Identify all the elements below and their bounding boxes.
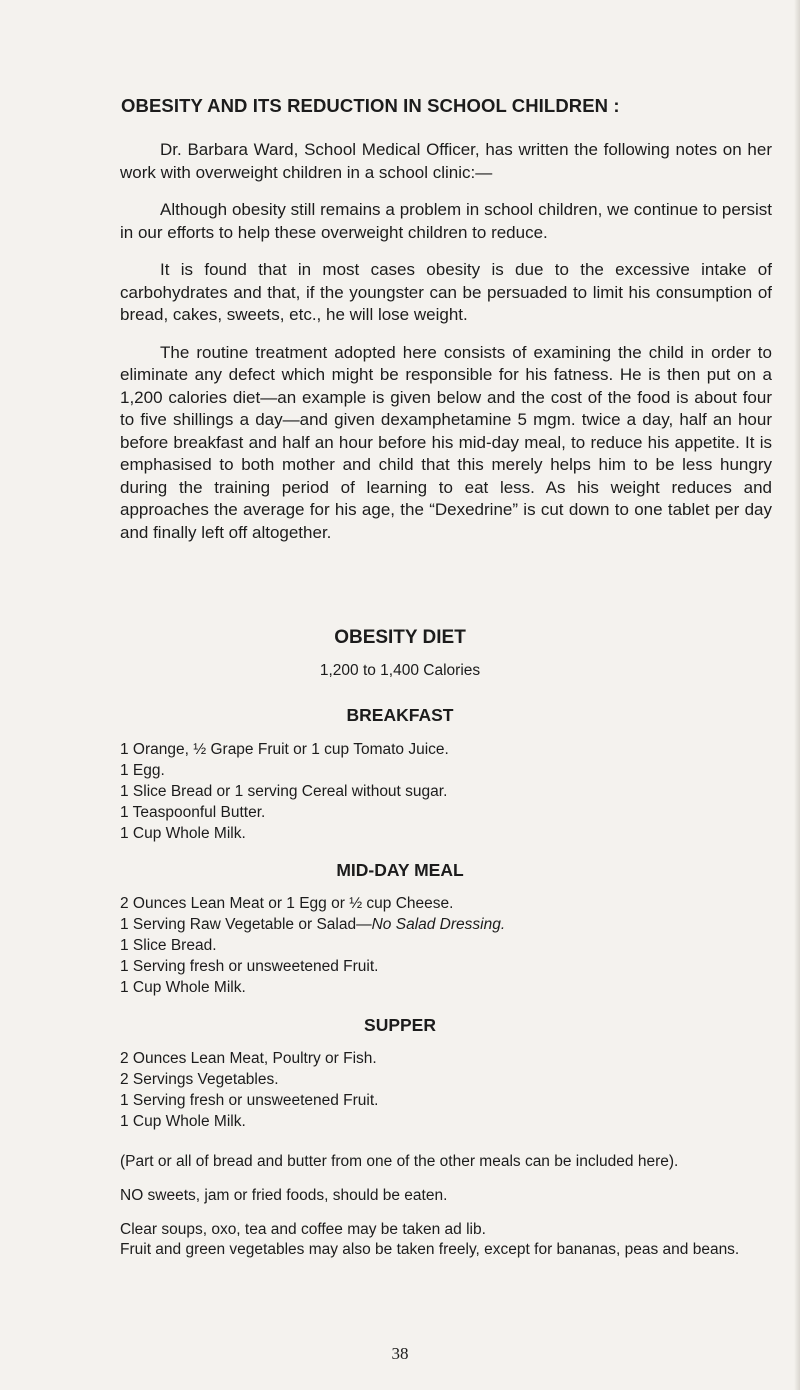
note-free-foods xyxy=(120,1220,775,1260)
page-edge-shadow xyxy=(794,0,800,1390)
diet-title: OBESITY DIET xyxy=(334,627,466,648)
list-item: 2 Ounces Lean Meat, Poultry or Fish. xyxy=(120,1050,377,1067)
list-item: 1 Cup Whole Milk. xyxy=(120,1113,246,1130)
list-item: 1 Slice Bread. xyxy=(120,937,217,954)
note-soups: Clear soups, oxo, tea and coffee may be taken ad lib. xyxy=(120,1221,486,1238)
paragraph-cause: It is found that in most cases obesity is due to the excessive intake of carbohydrates and that, if the youngster can be persuaded to limit his consumption of bread, cakes, sweets, etc., he will lose weight. xyxy=(120,260,772,324)
article-body xyxy=(120,139,772,544)
supper-heading: SUPPER xyxy=(364,1015,436,1035)
diet-notes xyxy=(120,1152,775,1260)
paragraph-problem: Although obesity still remains a problem in school children, we continue to persist in our efforts to help these overweight children to reduce. xyxy=(120,200,772,242)
list-item: 1 Cup Whole Milk. xyxy=(120,979,246,996)
list-item: 1 Teaspoonful Butter. xyxy=(120,804,266,821)
paragraph-treatment: The routine treatment adopted here consists of examining the child in order to eliminate any defect which might be responsible for his fatness. He is then put on a 1,200 calories diet—an example is given below and the cost of the food is about four to five shillings a day—and given dexamphetamine 5 mgm. twice a day, half an hour before breakfast and half an hour before his mid-day meal, to reduce his appetite. It is emphasised to both mother and child that this merely helps him to be less hungry during the training period of learning to eat less. As his weight reduces and approaches the average for his age, the “Dexedrine” is cut down to one tablet per day and finally left off altogether. xyxy=(120,342,772,542)
list-item: 2 Servings Vegetables. xyxy=(120,1071,279,1088)
list-item: 1 Cup Whole Milk. xyxy=(120,825,246,842)
list-item-text: 1 Serving Raw Vegetable or Salad— xyxy=(120,916,372,933)
breakfast-heading: BREAKFAST xyxy=(346,705,454,725)
list-item: 1 Serving fresh or unsweetened Fruit. xyxy=(120,1092,379,1109)
note-no-sweets: NO sweets, jam or fried foods, should be eaten. xyxy=(120,1187,448,1204)
article-title: OBESITY AND ITS REDUCTION IN SCHOOL CHILDREN : xyxy=(121,95,620,116)
list-item-emphasis: No Salad Dressing. xyxy=(371,916,506,933)
note-fruit-veg: Fruit and green vegetables may also be taken freely, except for bananas, peas and beans. xyxy=(120,1241,740,1258)
list-item: 2 Ounces Lean Meat or 1 Egg or ½ cup Cheese. xyxy=(120,895,454,912)
list-item: 1 Egg. xyxy=(120,762,165,779)
midday-heading: MID-DAY MEAL xyxy=(336,860,464,880)
paragraph-intro: Dr. Barbara Ward, School Medical Officer, has written the following notes on her work with overweight children in a school clinic:— xyxy=(120,140,772,182)
midday-list xyxy=(120,893,505,998)
list-item xyxy=(120,914,505,935)
supper-list xyxy=(120,1048,378,1132)
list-item: 1 Slice Bread or 1 serving Cereal without sugar. xyxy=(120,783,448,800)
list-item: 1 Orange, ½ Grape Fruit or 1 cup Tomato Juice. xyxy=(120,741,449,758)
diet-subtitle: 1,200 to 1,400 Calories xyxy=(319,662,481,679)
note-bread-butter: (Part or all of bread and butter from one of the other meals can be included here). xyxy=(120,1153,679,1170)
list-item: 1 Serving fresh or unsweetened Fruit. xyxy=(120,958,379,975)
breakfast-list xyxy=(120,739,449,844)
page-number: 38 xyxy=(391,1344,409,1363)
